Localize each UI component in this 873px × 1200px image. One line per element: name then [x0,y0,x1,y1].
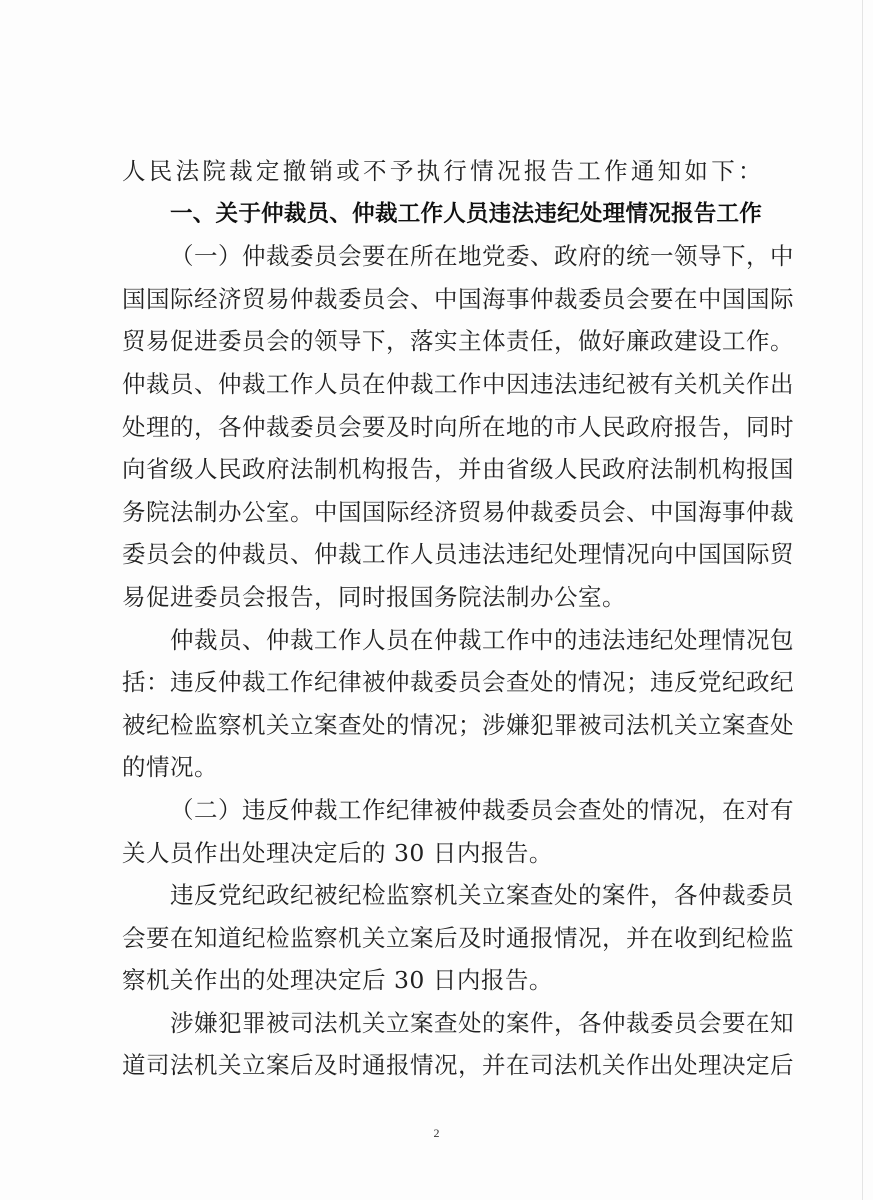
section-heading: 一、关于仲裁员、仲裁工作人员违法违纪处理情况报告工作 [170,200,762,227]
text-line: 察机关作出的处理决定后 30 日内报告。 [122,966,553,995]
text-line: 处理的，各仲裁委员会要及时向所在地的市人民政府报告，同时 [122,412,794,441]
document-body [122,150,794,1087]
text-line: 括：违反仲裁工作纪律被仲裁委员会查处的情况；违反党纪政纪 [122,668,794,697]
text-line: 国国际经济贸易仲裁委员会、中国海事仲裁委员会要在中国国际 [122,284,794,313]
text-line: 关人员作出处理决定后的 30 日内报告。 [122,838,553,867]
text-line: 道司法机关立案后及时通报情况，并在司法机关作出处理决定后 [122,1051,794,1080]
page-number: 2 [433,1126,440,1140]
text-line: 向省级人民政府法制机构报告，并由省级人民政府法制机构报国 [122,455,794,484]
page-edge-line [862,0,863,1200]
text-line: 人民法院裁定撤销或不予执行情况报告工作通知如下： [122,157,762,185]
text-line: 仲裁员、仲裁工作人员在仲裁工作中的违法违纪处理情况包 [170,625,794,654]
text-line: 的情况。 [122,753,218,782]
text-line: （二）违反仲裁工作纪律被仲裁委员会查处的情况，在对有 [170,795,794,824]
text-line: 易促进委员会报告，同时报国务院法制办公室。 [122,582,626,611]
text-line: 涉嫌犯罪被司法机关立案查处的案件，各仲裁委员会要在知 [170,1008,794,1037]
text-line: （一）仲裁委员会要在所在地党委、政府的统一领导下，中 [170,242,794,271]
text-line: 委员会的仲裁员、仲裁工作人员违法违纪处理情况向中国国际贸 [122,540,794,569]
text-line: 仲裁员、仲裁工作人员在仲裁工作中因违法违纪被有关机关作出 [122,369,794,398]
text-line: 被纪检监察机关立案查处的情况；涉嫌犯罪被司法机关立案查处 [122,710,794,739]
text-line: 务院法制办公室。中国国际经济贸易仲裁委员会、中国海事仲裁 [122,497,794,526]
text-line: 贸易促进委员会的领导下，落实主体责任，做好廉政建设工作。 [122,327,794,356]
text-line: 会要在知道纪检监察机关立案后及时通报情况，并在收到纪检监 [122,923,794,952]
text-line: 违反党纪政纪被纪检监察机关立案查处的案件，各仲裁委员 [170,881,794,910]
